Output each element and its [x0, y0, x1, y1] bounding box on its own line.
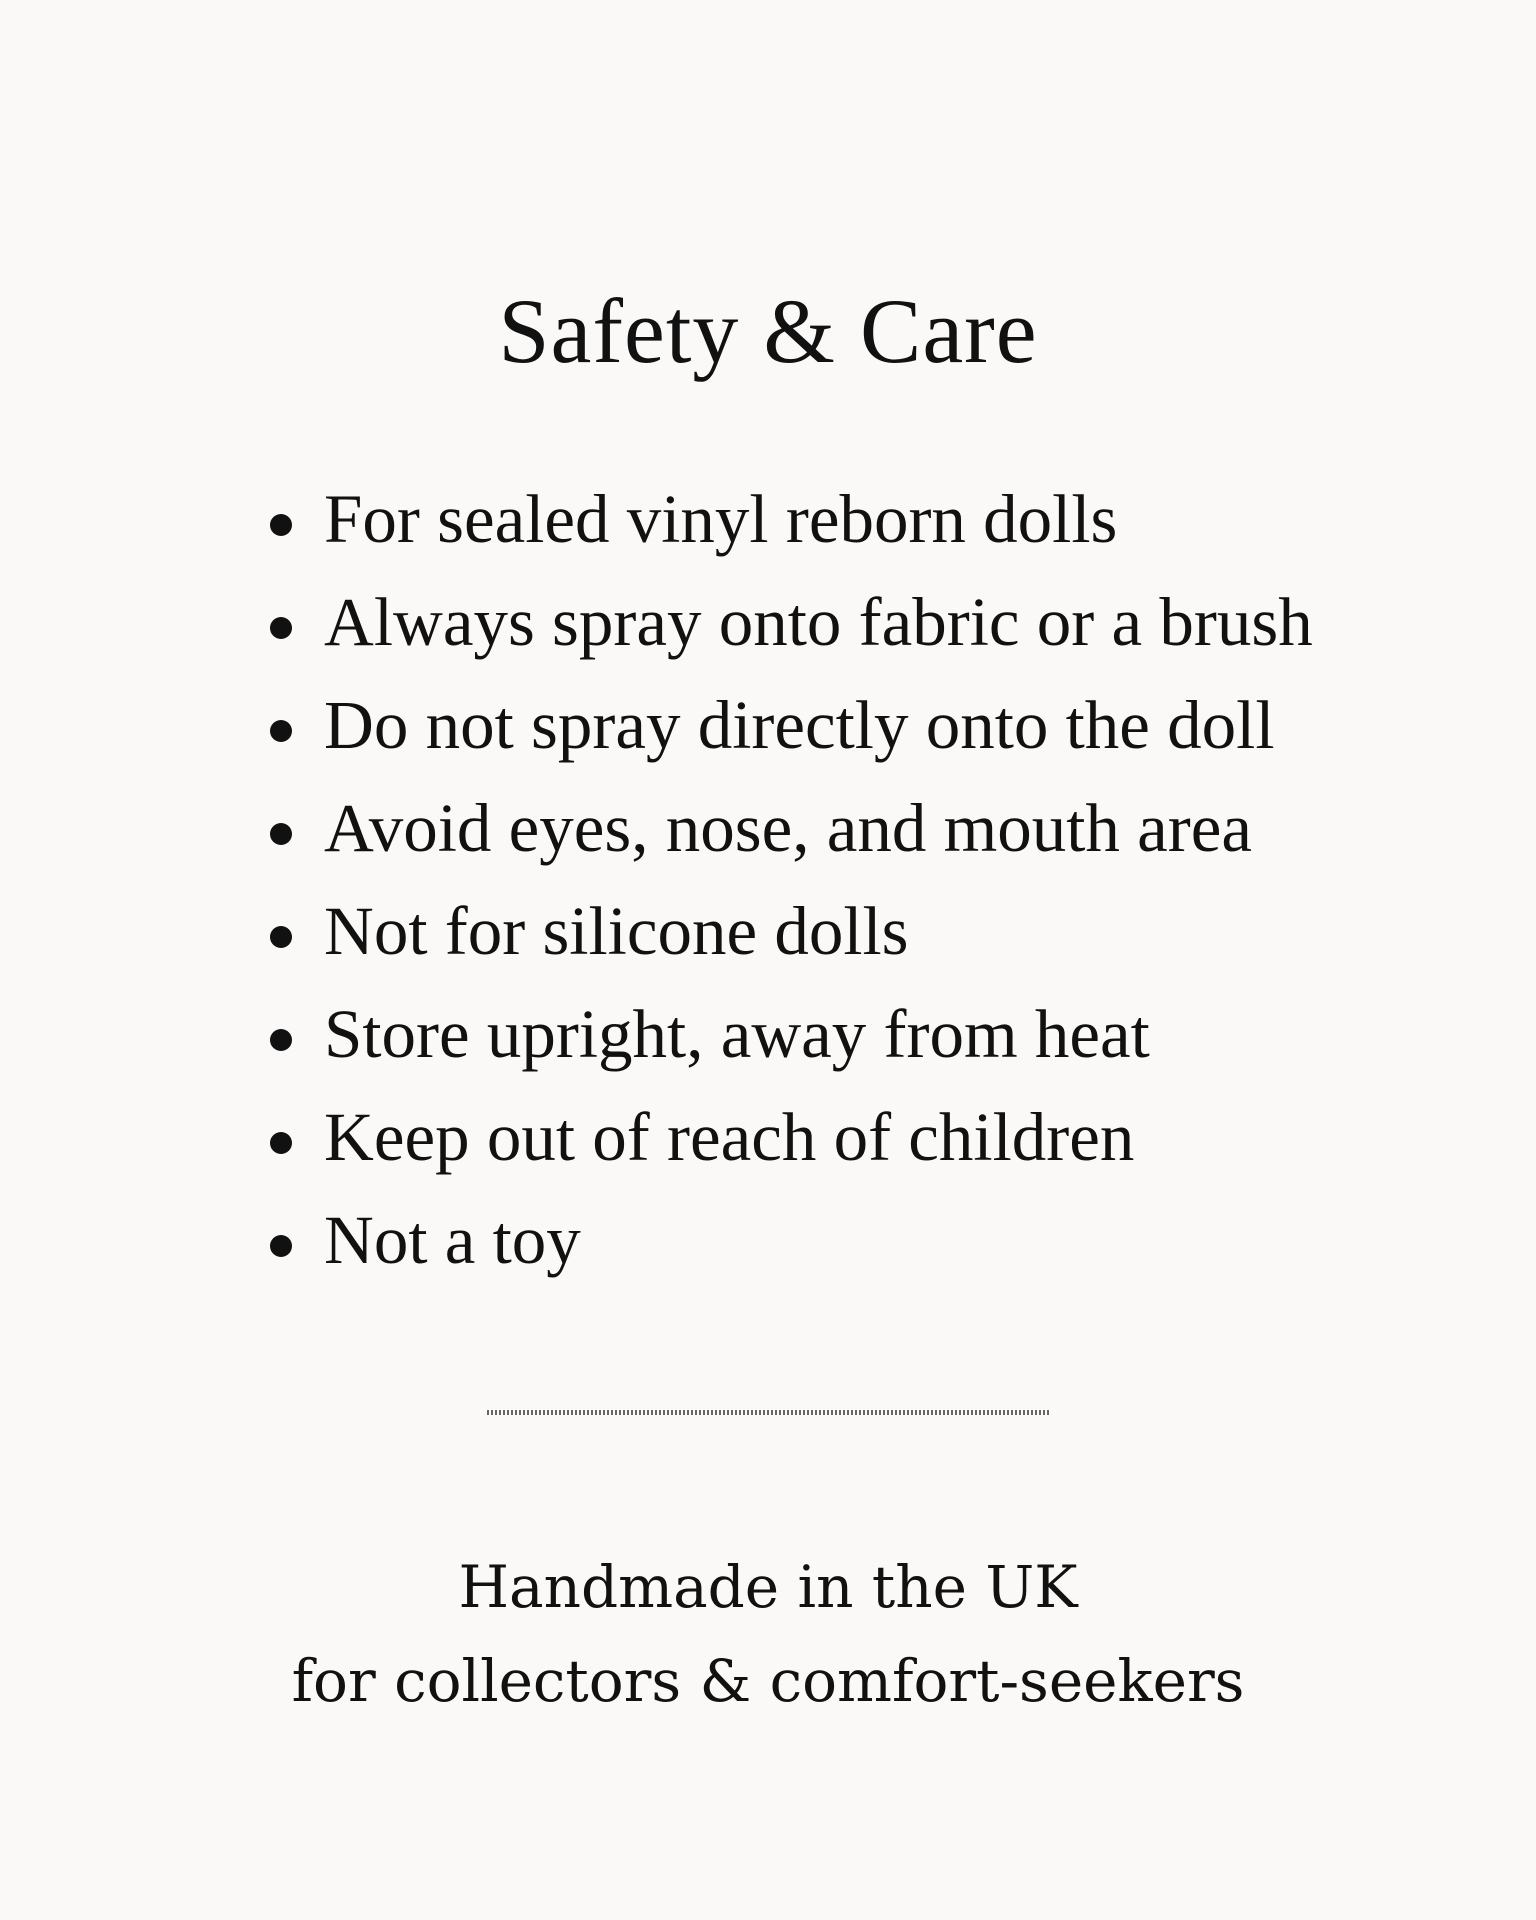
list-item	[262, 1189, 1313, 1292]
list-item	[262, 880, 1313, 983]
divider	[487, 1410, 1050, 1415]
safety-list	[262, 468, 1313, 1292]
list-item-label: Avoid eyes, nose, and mouth area	[324, 790, 1253, 866]
bullet-icon	[270, 823, 292, 845]
bullet-icon	[270, 514, 292, 536]
list-item	[262, 674, 1313, 777]
list-item-label: Always spray onto fabric or a brush	[324, 584, 1313, 660]
bullet-icon	[270, 1235, 292, 1257]
bullet-icon	[270, 617, 292, 639]
list-item-label: Not a toy	[324, 1202, 581, 1278]
bullet-icon	[270, 926, 292, 948]
list-item-label: For sealed vinyl reborn dolls	[324, 481, 1118, 557]
list-item-label: Not for silicone dolls	[324, 893, 909, 969]
bullet-icon	[270, 1029, 292, 1051]
bullet-icon	[270, 1132, 292, 1154]
list-item-label: Store upright, away from heat	[324, 996, 1150, 1072]
footer-line-2: for collectors & comfort-seekers	[291, 1647, 1245, 1715]
bullet-icon	[270, 720, 292, 742]
footer-line-1: Handmade in the UK	[458, 1553, 1078, 1621]
list-item	[262, 1086, 1313, 1189]
list-item-label: Do not spray directly onto the doll	[324, 687, 1275, 763]
list-item	[262, 468, 1313, 571]
list-item	[262, 777, 1313, 880]
footer	[0, 1540, 1536, 1728]
list-item-label: Keep out of reach of children	[324, 1099, 1135, 1175]
list-item	[262, 571, 1313, 674]
list-item	[262, 983, 1313, 1086]
page-title: Safety & Care	[498, 280, 1038, 382]
